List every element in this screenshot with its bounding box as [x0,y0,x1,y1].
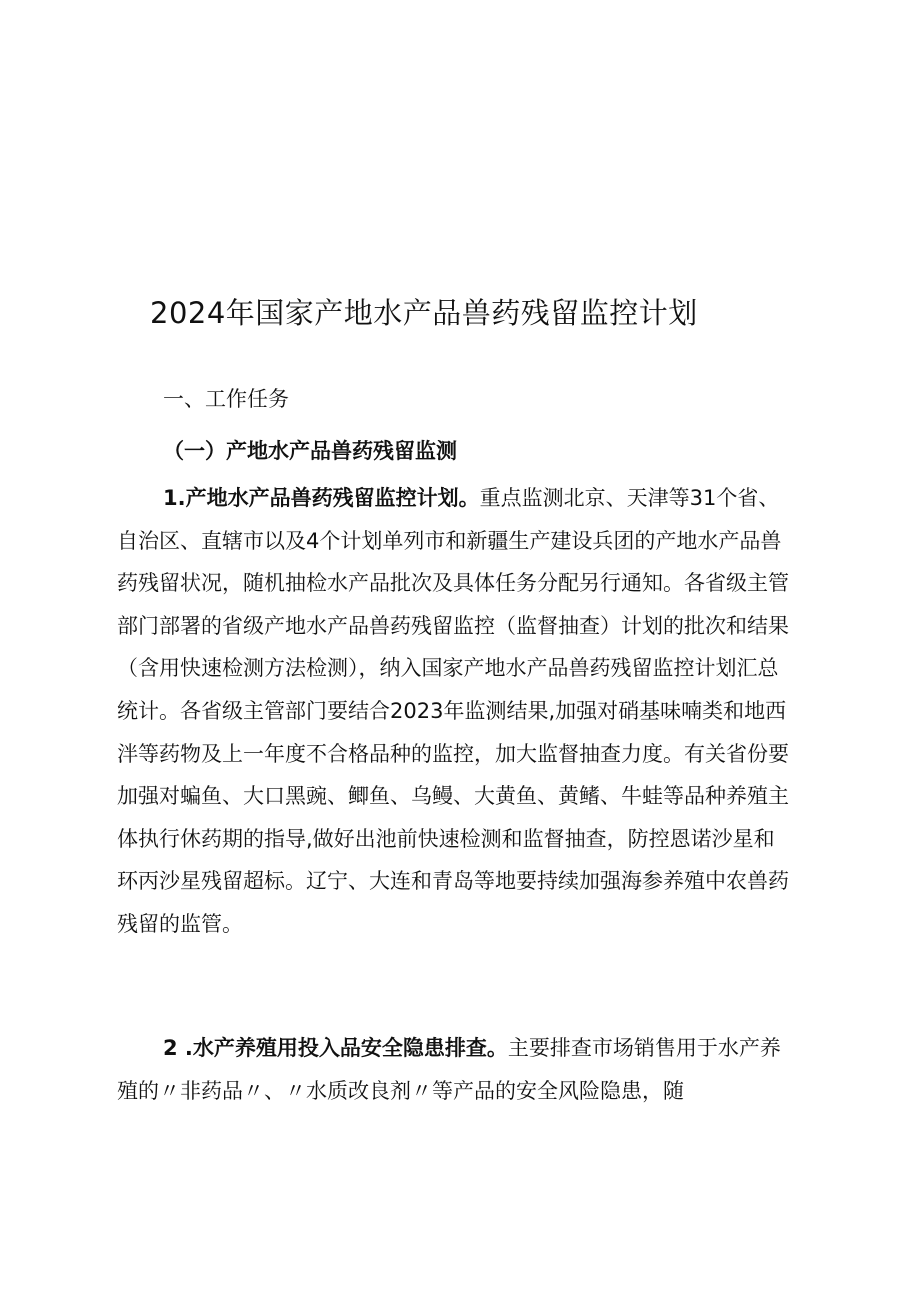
subsection-heading: （一）产地水产品兽药残留监测 [163,439,457,463]
section-heading: 一、工作任务 [163,387,289,411]
paragraph-line [117,477,817,520]
paragraph-line: 部门部署的省级产地水产品兽药残留监控（监督抽查）计划的批次和结果 [117,613,789,638]
document-title: 2024年国家产地水产品兽药残留监控计划 [150,296,698,331]
paragraph-line: 环丙沙星残留超标。辽宁、大连和青岛等地要持续加强海参养殖中农兽药 [117,869,789,894]
paragraph-line: （含用快速检测方法检测），纳入国家产地水产品兽药残留监控计划汇总 [117,656,779,681]
paragraph-line: 残留的监管。 [117,911,243,936]
paragraph-lead: 2 .水产养殖用投入品安全隐患排查。 [163,1036,508,1060]
line-text: 主要排查市场销售用于水产养 [507,1036,781,1060]
paragraph-line [117,1027,817,1070]
paragraph-line: 体执行休药期的指导,做好出池前快速检测和监督抽查，防控恩诺沙星和 [117,826,775,851]
paragraph-line: 统计。各省级主管部门要结合2023年监测结果,加强对硝基味喃类和地西 [117,698,787,723]
line-text: 重点监测北京、天津等31个省、 [479,486,780,510]
paragraph-line: 泮等药物及上一年度不合格品种的监控，加大监督抽查力度。有关省份要 [117,741,789,766]
paragraph-input-inspection [117,1027,817,1112]
paragraph-line: 加强对蝙鱼、大口黑豌、鲫鱼、乌鳗、大黄鱼、黄鳍、牛蛙等品种养殖主 [117,784,789,809]
paragraph-monitoring-plan [117,477,817,946]
paragraph-lead: 1.产地水产品兽药残留监控计划。 [163,486,480,510]
paragraph-line: 殖的〃非药品〃、〃水质改良剂〃等产品的安全风险隐患，随 [117,1078,684,1103]
paragraph-line: 自治区、直辖市以及4个计划单列市和新疆生产建设兵团的产地水产品兽 [117,528,782,553]
paragraph-line: 药残留状况，随机抽检水产品批次及具体任务分配另行通知。各省级主管 [117,571,789,596]
